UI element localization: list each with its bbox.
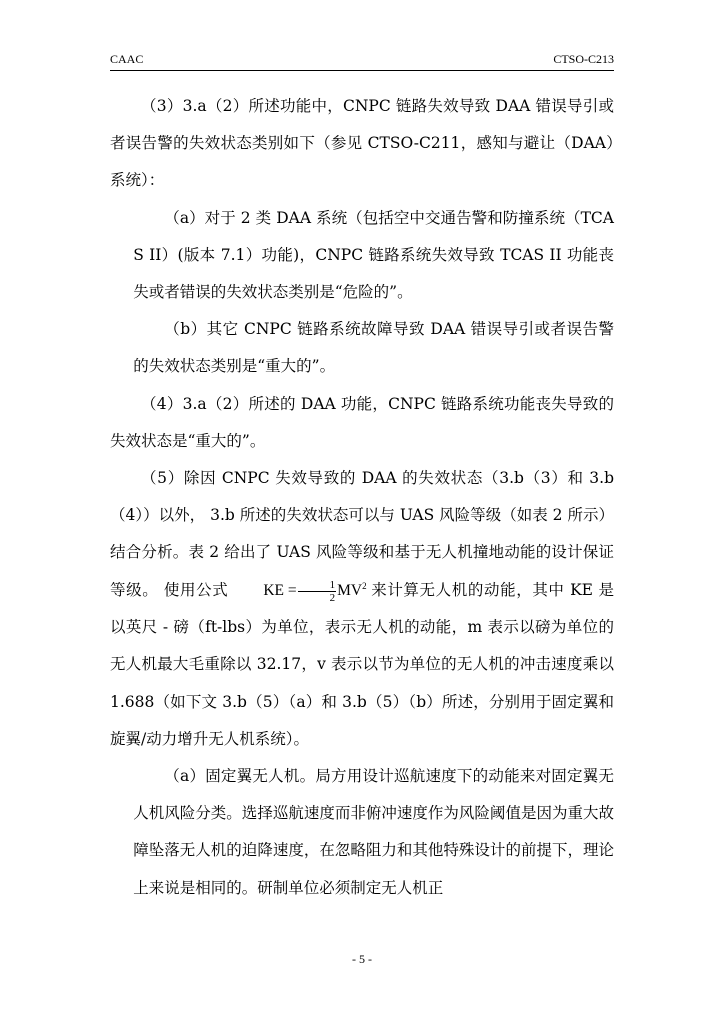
formula-lhs: KE =: [263, 582, 297, 600]
formula-fraction: [298, 579, 337, 604]
page-header: [110, 50, 614, 71]
paragraph-5-lead: （5）除因 CNPC 失效导致的 DAA 的失效状态（3.b（3）和 3.b（4））以外， 3.b 所述的失效状态可以与 UAS 风险等级（如表 2 所示）结合分析。表 2 给出了 UAS 风险等级和基于无人机撞地动能的设计保证等级。 使用公式: [110, 469, 614, 599]
formula-numerator: 1: [298, 579, 337, 592]
header-org: CAAC: [110, 52, 144, 66]
header-doc-id: CTSO-C213: [553, 52, 614, 66]
formula-rhs: MV: [337, 582, 363, 600]
paragraph-5-tail: 来计算无人机的动能，其中 KE 是以英尺 - 磅（ft-lbs）为单位，表示无人机的动能，m 表示以磅为单位的无人机最大毛重除以 32.17，v 表示以节为单位的无人机的冲击速度乘以 1.688（如下文 3.b（5）（a）和 3.b（5）（b）所述，分别用于固定翼和旋翼/动力增升无人机系统）。: [110, 580, 615, 748]
paragraph-3a: （a）对于 2 类 DAA 系统（包括空中交通告警和防撞系统（TCAS II）(版本 7.1）功能)，CNPC 链路系统失效导致 TCAS II 功能丧失或者错误的失效状态类别是“危险的”。: [133, 208, 614, 302]
paragraph-4: （4）3.a（2）所述的 DAA 功能，CNPC 链路系统功能丧失导致的失效状态是“重大的”。: [110, 394, 614, 450]
document-body: [110, 88, 614, 907]
paragraph-5: [110, 460, 614, 758]
formula-exponent: 2: [362, 580, 367, 591]
paragraph-3b: （b）其它 CNPC 链路系统故障导致 DAA 错误导引或者误告警的失效状态类别是“重大的”。: [133, 320, 614, 376]
page-number: - 5 -: [352, 952, 372, 966]
kinetic-energy-formula: [232, 572, 366, 609]
paragraph-3: （3）3.a（2）所述功能中，CNPC 链路失效导致 DAA 错误导引或者误告警的失效状态类别如下（参见 CTSO-C211，感知与避让（DAA）系统）：: [110, 97, 614, 190]
formula-denominator: 2: [329, 591, 336, 604]
paragraph-5a: （a）固定翼无人机。局方用设计巡航速度下的动能来对固定翼无人机风险分类。选择巡航速度而非俯冲速度作为风险阈值是因为重大故障坠落无人机的迫降速度，在忽略阻力和其他特殊设计的前提下，理论上来说是相同的。研制单位必须制定无人机正: [133, 767, 614, 897]
